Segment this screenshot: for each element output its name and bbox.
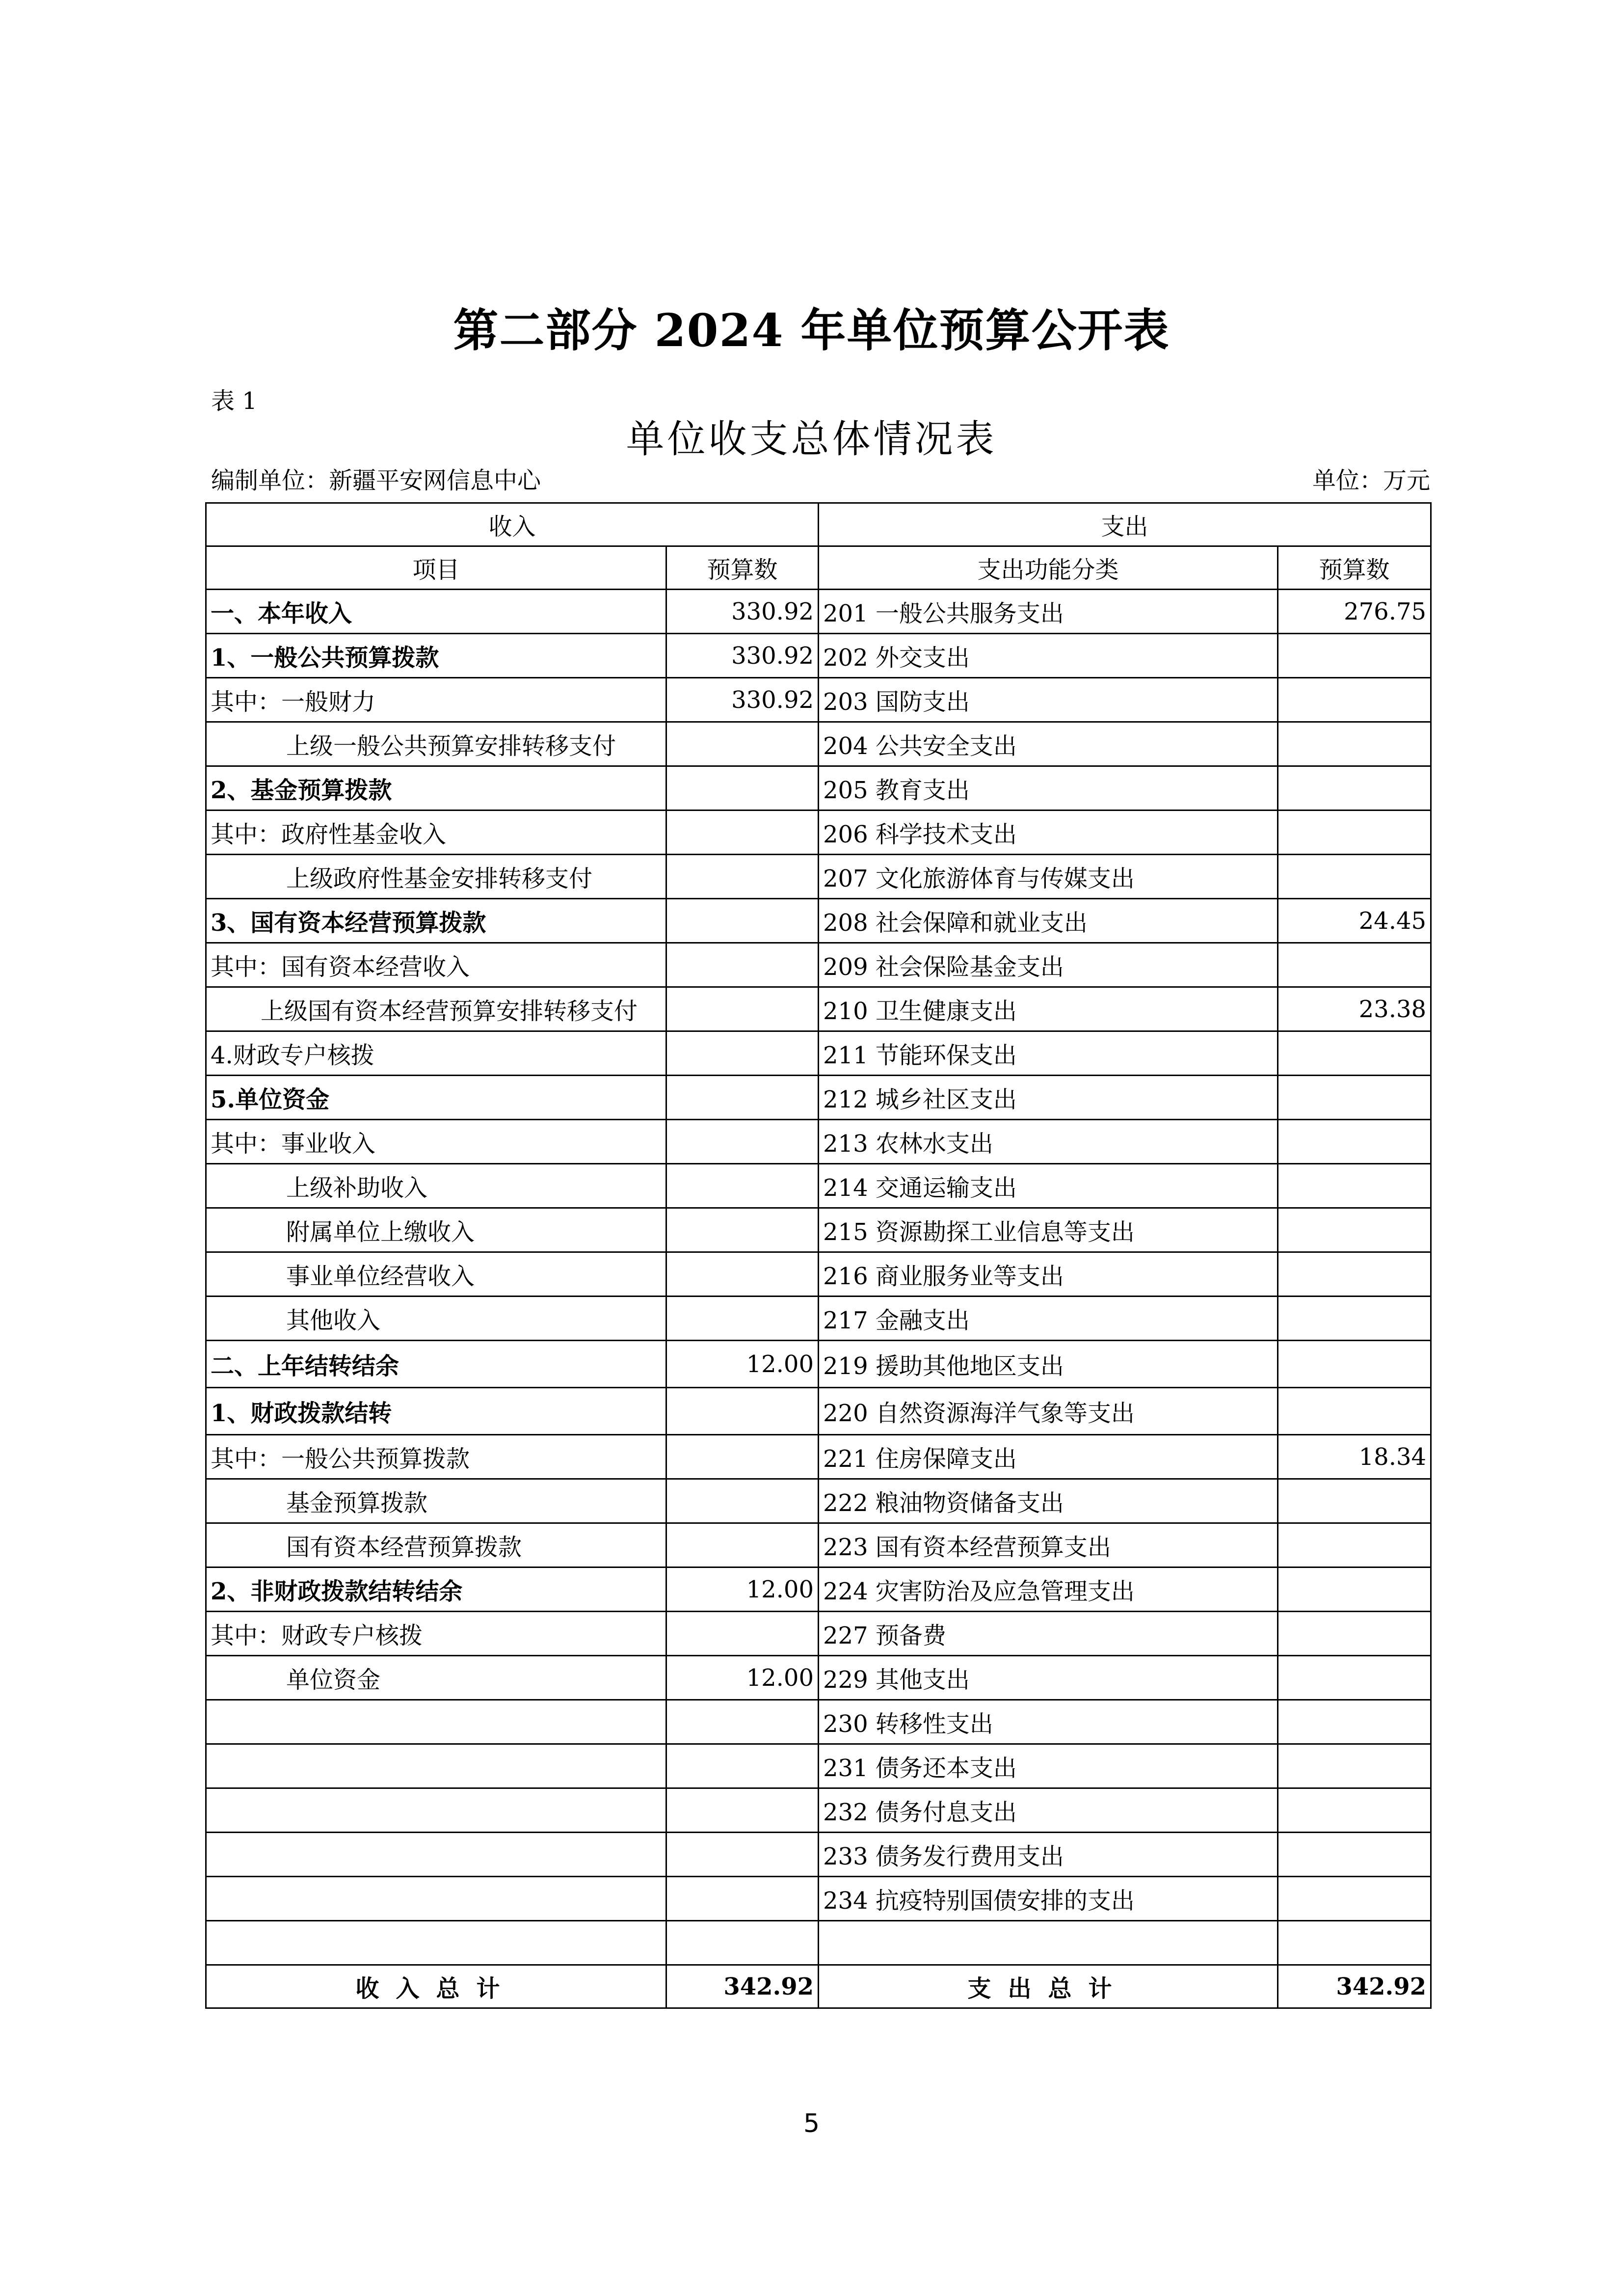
expense-class-label: 224 灾害防治及应急管理支出 [819, 1567, 1278, 1612]
income-budget-value: 330.92 [666, 678, 819, 722]
table-row [206, 1252, 1431, 1297]
expense-class-label: 211 节能环保支出 [819, 1031, 1278, 1076]
expense-class-label: 219 援助其他地区支出 [819, 1341, 1278, 1388]
expense-class-label: 223 国有资本经营预算支出 [819, 1523, 1278, 1567]
expense-budget-value [1278, 1297, 1431, 1341]
expense-budget-value [1278, 1877, 1431, 1921]
expense-class-label: 207 文化旅游体育与传媒支出 [819, 855, 1278, 899]
table-row [206, 1388, 1431, 1435]
table-column-header-row [206, 546, 1431, 590]
income-budget-value [666, 1744, 819, 1788]
income-budget-value [666, 810, 819, 855]
table-row [206, 1877, 1431, 1921]
expense-budget-value [1278, 766, 1431, 810]
expense-budget-value: 18.34 [1278, 1435, 1431, 1479]
income-item-label: 其中：一般财力 [206, 678, 666, 722]
income-item-label: 其中：国有资本经营收入 [206, 943, 666, 987]
table-row [206, 1076, 1431, 1120]
page-title: 第二部分 2024 年单位预算公开表 [453, 304, 1170, 357]
expense-class-label: 201 一般公共服务支出 [819, 590, 1278, 634]
income-item-label: 其中：事业收入 [206, 1120, 666, 1164]
table-row [206, 943, 1431, 987]
expense-budget-value [1278, 1612, 1431, 1656]
income-item-label: 基金预算拨款 [206, 1479, 666, 1523]
table-number: 表 1 [211, 387, 257, 415]
expense-budget-value [1278, 1788, 1431, 1833]
column-header-expense-class: 支出功能分类 [819, 546, 1278, 590]
expense-budget-value [1278, 1833, 1431, 1877]
column-header-expense-budget: 预算数 [1278, 546, 1431, 590]
table-row [206, 1479, 1431, 1523]
income-budget-value: 12.00 [666, 1341, 819, 1388]
income-budget-value: 12.00 [666, 1656, 819, 1700]
table-row [206, 634, 1431, 678]
expense-budget-value [1278, 1076, 1431, 1120]
income-budget-value [666, 1700, 819, 1744]
income-budget-value [666, 1031, 819, 1076]
expense-budget-value [1278, 810, 1431, 855]
income-item-label: 一、本年收入 [206, 590, 666, 634]
expense-class-label: 206 科学技术支出 [819, 810, 1278, 855]
expense-class-label: 233 债务发行费用支出 [819, 1833, 1278, 1877]
table-row [206, 1120, 1431, 1164]
income-item-label: 2、基金预算拨款 [206, 766, 666, 810]
income-budget-value [666, 1208, 819, 1252]
income-item-label: 1、财政拨款结转 [206, 1388, 666, 1435]
expense-budget-value [1278, 1208, 1431, 1252]
expense-class-label: 217 金融支出 [819, 1297, 1278, 1341]
income-item-label: 二、上年结转结余 [206, 1341, 666, 1388]
table-row [206, 1297, 1431, 1341]
table-total-row [206, 1965, 1431, 2008]
income-budget-value [666, 1921, 819, 1965]
income-item-label: 上级一般公共预算安排转移支付 [206, 722, 666, 766]
table-row [206, 1921, 1431, 1965]
income-budget-value [666, 1076, 819, 1120]
income-item-label [206, 1788, 666, 1833]
income-item-label: 事业单位经营收入 [206, 1252, 666, 1297]
table-row [206, 987, 1431, 1031]
expense-class-label: 216 商业服务业等支出 [819, 1252, 1278, 1297]
expense-budget-value [1278, 722, 1431, 766]
income-budget-value [666, 1833, 819, 1877]
income-budget-value [666, 1252, 819, 1297]
income-item-label [206, 1833, 666, 1877]
income-item-label: 其他收入 [206, 1297, 666, 1341]
income-budget-value [666, 1479, 819, 1523]
table-row [206, 1744, 1431, 1788]
income-item-label: 1、一般公共预算拨款 [206, 634, 666, 678]
income-budget-value [666, 1612, 819, 1656]
income-header: 收入 [206, 503, 819, 546]
income-item-label: 2、非财政拨款结转结余 [206, 1567, 666, 1612]
income-budget-value [666, 987, 819, 1031]
expense-budget-value [1278, 1656, 1431, 1700]
column-header-item: 项目 [206, 546, 666, 590]
table-row [206, 1833, 1431, 1877]
table-row [206, 1435, 1431, 1479]
expense-total-value: 342.92 [1278, 1965, 1431, 2008]
expense-budget-value [1278, 1700, 1431, 1744]
income-budget-value [666, 1877, 819, 1921]
expense-class-label: 215 资源勘探工业信息等支出 [819, 1208, 1278, 1252]
income-budget-value [666, 899, 819, 943]
expense-budget-value [1278, 634, 1431, 678]
expense-class-label: 205 教育支出 [819, 766, 1278, 810]
expense-class-label: 202 外交支出 [819, 634, 1278, 678]
income-budget-value: 330.92 [666, 634, 819, 678]
table-row [206, 766, 1431, 810]
income-budget-value [666, 1523, 819, 1567]
income-item-label [206, 1877, 666, 1921]
income-item-label [206, 1921, 666, 1965]
budget-table [205, 502, 1432, 2009]
income-budget-value: 12.00 [666, 1567, 819, 1612]
table-row [206, 1656, 1431, 1700]
expense-class-label: 209 社会保险基金支出 [819, 943, 1278, 987]
income-budget-value [666, 943, 819, 987]
expense-budget-value [1278, 943, 1431, 987]
table-row [206, 1700, 1431, 1744]
table-row [206, 1031, 1431, 1076]
expense-class-label: 232 债务付息支出 [819, 1788, 1278, 1833]
income-item-label: 其中：一般公共预算拨款 [206, 1435, 666, 1479]
expense-budget-value [1278, 1252, 1431, 1297]
income-item-label: 单位资金 [206, 1656, 666, 1700]
expense-class-label: 204 公共安全支出 [819, 722, 1278, 766]
income-item-label: 5.单位资金 [206, 1076, 666, 1120]
table-row [206, 1523, 1431, 1567]
income-item-label: 4.财政专户核拨 [206, 1031, 666, 1076]
expense-budget-value [1278, 1120, 1431, 1164]
expense-class-label: 230 转移性支出 [819, 1700, 1278, 1744]
table-group-header-row [206, 503, 1431, 546]
table-row [206, 678, 1431, 722]
column-header-income-budget: 预算数 [666, 546, 819, 590]
table-row [206, 722, 1431, 766]
expense-total-label: 支出总计 [819, 1965, 1278, 2008]
income-item-label [206, 1700, 666, 1744]
table-title: 单位收支总体情况表 [626, 417, 997, 461]
expense-budget-value: 23.38 [1278, 987, 1431, 1031]
expense-header: 支出 [819, 503, 1431, 546]
income-budget-value [666, 855, 819, 899]
expense-budget-value [1278, 1388, 1431, 1435]
expense-budget-value: 24.45 [1278, 899, 1431, 943]
table-row [206, 1208, 1431, 1252]
expense-budget-value [1278, 1031, 1431, 1076]
expense-class-label [819, 1921, 1278, 1965]
income-budget-value [666, 1788, 819, 1833]
table-row [206, 899, 1431, 943]
income-item-label: 其中：财政专户核拨 [206, 1612, 666, 1656]
income-budget-value [666, 722, 819, 766]
income-budget-value [666, 1297, 819, 1341]
table-row [206, 1341, 1431, 1388]
table-row [206, 1164, 1431, 1208]
income-item-label: 附属单位上缴收入 [206, 1208, 666, 1252]
income-item-label: 上级补助收入 [206, 1164, 666, 1208]
income-budget-value [666, 1388, 819, 1435]
income-item-label: 上级国有资本经营预算安排转移支付 [206, 987, 666, 1031]
income-item-label: 3、国有资本经营预算拨款 [206, 899, 666, 943]
expense-budget-value [1278, 1341, 1431, 1388]
income-item-label: 国有资本经营预算拨款 [206, 1523, 666, 1567]
expense-budget-value [1278, 678, 1431, 722]
expense-class-label: 220 自然资源海洋气象等支出 [819, 1388, 1278, 1435]
expense-budget-value [1278, 1164, 1431, 1208]
income-item-label [206, 1744, 666, 1788]
income-budget-value [666, 1164, 819, 1208]
expense-class-label: 208 社会保障和就业支出 [819, 899, 1278, 943]
expense-budget-value [1278, 1523, 1431, 1567]
expense-class-label: 234 抗疫特别国债安排的支出 [819, 1877, 1278, 1921]
income-budget-value [666, 1120, 819, 1164]
table-row [206, 810, 1431, 855]
compiling-unit: 编制单位：新疆平安网信息中心 [211, 467, 541, 494]
expense-budget-value [1278, 1921, 1431, 1965]
expense-class-label: 231 债务还本支出 [819, 1744, 1278, 1788]
income-budget-value: 330.92 [666, 590, 819, 634]
table-row [206, 1612, 1431, 1656]
expense-budget-value [1278, 1479, 1431, 1523]
expense-budget-value [1278, 1744, 1431, 1788]
table-row [206, 1788, 1431, 1833]
income-item-label: 上级政府性基金安排转移支付 [206, 855, 666, 899]
income-item-label: 其中：政府性基金收入 [206, 810, 666, 855]
expense-class-label: 229 其他支出 [819, 1656, 1278, 1700]
income-total-value: 342.92 [666, 1965, 819, 2008]
expense-class-label: 213 农林水支出 [819, 1120, 1278, 1164]
income-budget-value [666, 766, 819, 810]
income-total-label: 收入总计 [206, 1965, 666, 2008]
table-row [206, 1567, 1431, 1612]
page-number: 5 [803, 2109, 820, 2138]
expense-budget-value: 276.75 [1278, 590, 1431, 634]
table-row [206, 855, 1431, 899]
expense-class-label: 221 住房保障支出 [819, 1435, 1278, 1479]
expense-class-label: 214 交通运输支出 [819, 1164, 1278, 1208]
expense-class-label: 212 城乡社区支出 [819, 1076, 1278, 1120]
expense-class-label: 210 卫生健康支出 [819, 987, 1278, 1031]
expense-class-label: 222 粮油物资储备支出 [819, 1479, 1278, 1523]
expense-budget-value [1278, 1567, 1431, 1612]
expense-class-label: 227 预备费 [819, 1612, 1278, 1656]
table-row [206, 590, 1431, 634]
expense-budget-value [1278, 855, 1431, 899]
income-budget-value [666, 1435, 819, 1479]
currency-unit: 单位：万元 [1312, 467, 1430, 494]
expense-class-label: 203 国防支出 [819, 678, 1278, 722]
